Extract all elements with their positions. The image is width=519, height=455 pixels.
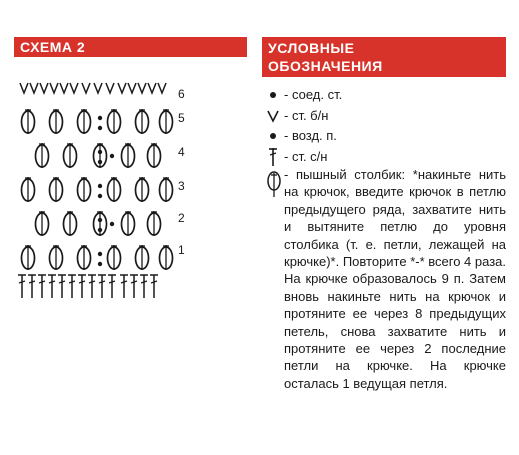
- scheme-title: СХЕМА 2: [14, 37, 247, 57]
- single-crochet-mark: [20, 83, 28, 93]
- legend-item-text: - возд. п.: [284, 128, 337, 143]
- puff-stitch-mark: [78, 109, 91, 134]
- puff-stitch-mark: [36, 143, 49, 168]
- puff-stitch-mark: [136, 109, 149, 134]
- legend-title-line-1: УСЛОВНЫЕ: [268, 40, 355, 56]
- single-crochet-mark: [118, 83, 126, 93]
- single-crochet-mark: [94, 83, 102, 93]
- single-crochet-mark: [50, 83, 58, 93]
- chain-dot-mark: [110, 154, 114, 158]
- row-number-5: 5: [178, 111, 185, 125]
- chain-dot-mark: [98, 126, 102, 130]
- legend-item-text: - ст. б/н: [284, 108, 329, 123]
- chain-dot-mark: [98, 150, 102, 154]
- puff-stitch-mark: [64, 211, 77, 236]
- chain-dot-mark: [98, 160, 102, 164]
- puff-stitch-mark: [22, 245, 35, 270]
- chain-dot-mark: [98, 262, 102, 266]
- puff-stitch-mark: [94, 143, 107, 168]
- single-crochet-mark: [70, 83, 78, 93]
- legend-item-slip-stitch: [266, 84, 506, 106]
- puff-stitch-icon: [266, 170, 282, 198]
- puff-stitch-mark: [64, 143, 77, 168]
- single-crochet-mark: [158, 83, 166, 93]
- single-crochet-mark: [128, 83, 136, 93]
- puff-stitch-mark: [122, 143, 135, 168]
- single-crochet-mark: [30, 83, 38, 93]
- legend-item-double-crochet: [266, 146, 506, 168]
- legend-item-chain: [266, 125, 506, 147]
- puff-stitch-mark: [50, 177, 63, 202]
- single-crochet-mark: [82, 83, 90, 93]
- chain-dot-mark: [98, 194, 102, 198]
- chain-dot-mark: [98, 252, 102, 256]
- chain-dot-mark: [98, 228, 102, 232]
- puff-stitch-mark: [78, 177, 91, 202]
- puff-stitch-mark: [148, 211, 161, 236]
- chain-dot-mark: [98, 218, 102, 222]
- row-number-3: 3: [178, 179, 185, 193]
- single-crochet-mark: [60, 83, 68, 93]
- puff-stitch-mark: [50, 109, 63, 134]
- puff-stitch-mark: [148, 143, 161, 168]
- legend-item-single-crochet: [266, 105, 506, 127]
- single-crochet-mark: [148, 83, 156, 93]
- crochet-chart: [14, 74, 214, 300]
- single-crochet-mark: [40, 83, 48, 93]
- chain-dot-mark: [98, 116, 102, 120]
- chain-dot-mark: [98, 184, 102, 188]
- puff-stitch-mark: [160, 245, 173, 270]
- puff-stitch-mark: [50, 245, 63, 270]
- row-number-6: 6: [178, 87, 185, 101]
- puff-stitch-mark: [136, 177, 149, 202]
- puff-stitch-mark: [94, 211, 107, 236]
- legend-item-text: - соед. ст.: [284, 87, 343, 102]
- puff-stitch-mark: [160, 109, 173, 134]
- single-crochet-mark: [106, 83, 114, 93]
- puff-stitch-mark: [136, 245, 149, 270]
- puff-stitch-description: - пышный столбик: *накиньте нить на крючок, введите крючок в петлю предыдущего ряда, захватите нить и вытяните петлю до уровня столбика (т. е. петли, лежащей на крючке)*. Повторите *-* всего 4 раза. На крючке образовалось 9 п. Затем вновь накиньте нить на крючок и протяните ее через 8 предыдущих петель, снова захватите нить и протяните ее через 2 последние петли на крючке. На крючке осталась 1 ведущая петля.: [284, 167, 507, 391]
- puff-stitch-mark: [108, 245, 121, 270]
- puff-stitch-mark: [122, 211, 135, 236]
- row-number-2: 2: [178, 211, 185, 225]
- legend-title-line-2: ОБОЗНАЧЕНИЯ: [268, 58, 383, 74]
- row-number-1: 1: [178, 243, 185, 257]
- legend-title: [262, 37, 506, 77]
- puff-stitch-mark: [36, 211, 49, 236]
- legend-item-text: - ст. с/н: [284, 149, 328, 164]
- puff-stitch-mark: [22, 177, 35, 202]
- row-number-4: 4: [178, 145, 185, 159]
- puff-stitch-mark: [78, 245, 91, 270]
- chain-dot-mark: [110, 222, 114, 226]
- legend-item-puff-stitch: [266, 166, 506, 392]
- puff-stitch-mark: [108, 109, 121, 134]
- single-crochet-mark: [138, 83, 146, 93]
- puff-stitch-mark: [22, 109, 35, 134]
- puff-stitch-mark: [160, 177, 173, 202]
- puff-stitch-mark: [108, 177, 121, 202]
